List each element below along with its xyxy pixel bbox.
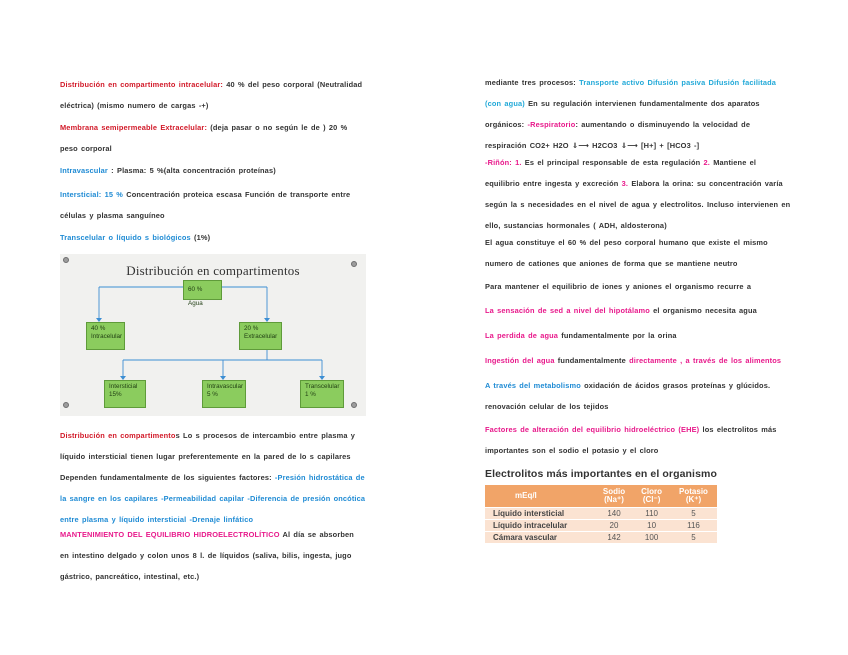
heading-intracelular: Distribución en compartimento intracelular: bbox=[60, 80, 224, 89]
text-metabolismo: oxidación de ácidos grasos proteínas y glúcidos. renovación celular de los tejidos bbox=[485, 381, 771, 411]
cell-potasio: 5 bbox=[670, 532, 717, 544]
heading-perdida: La perdida de agua bbox=[485, 331, 559, 340]
box-intravascular: Intravascular 5 % bbox=[202, 380, 246, 408]
table-row bbox=[485, 508, 717, 520]
row-label: Líquido intersticial bbox=[485, 508, 595, 520]
text-membrana: (deja pasar o no según le de ) 20 % peso corporal bbox=[60, 123, 348, 153]
heading-respiratorio: -Respiratorio bbox=[527, 120, 576, 129]
pin-icon bbox=[63, 402, 69, 408]
table-row bbox=[485, 520, 717, 532]
cell-potasio: 116 bbox=[670, 520, 717, 532]
electrolytes-table bbox=[485, 485, 717, 543]
text-sed: el organismo necesita agua bbox=[649, 306, 757, 315]
heading-intravascular: Intravascular bbox=[60, 166, 108, 175]
number-2: 2. bbox=[703, 158, 711, 167]
cell-sodio: 20 bbox=[595, 520, 633, 532]
heading-directamente: directamente , a través de los alimentos bbox=[629, 356, 782, 365]
paragraph-factores bbox=[485, 419, 791, 461]
heading-sed: La sensación de sed a nivel del hipotálamo bbox=[485, 306, 650, 315]
text-rinon-3: Elabora la orina: su concentración varía según la s necesidades en el nivel de agua y electrolitos. Incluso intervienen en ello, sustancias hormonales ( ADH, aldosterona) bbox=[485, 179, 791, 230]
paragraph-intersticial bbox=[60, 184, 366, 226]
paragraph-intravascular bbox=[60, 160, 366, 181]
paragraph-intracelular bbox=[60, 74, 366, 116]
paragraph-perdida bbox=[485, 325, 791, 346]
heading-factores: Factores de alteración del equilibrio hidroeléctrico (EHE) bbox=[485, 425, 700, 434]
text-transcelular: (1%) bbox=[190, 233, 211, 242]
heading-transcelular: Transcelular o líquido s biológicos bbox=[60, 233, 191, 242]
cell-potasio: 5 bbox=[670, 508, 717, 520]
table-header-row bbox=[485, 485, 717, 508]
paragraph-procesos bbox=[485, 72, 791, 156]
text-ingestion: fundamentalmente bbox=[554, 356, 630, 365]
box-extracelular: 20 % Extracelular bbox=[239, 322, 282, 350]
cell-cloro: 100 bbox=[633, 532, 670, 544]
procesos-list: Transporte activo Difusión pasiva Difusión facilitada (con agua) bbox=[485, 78, 777, 108]
text-mantenimiento: Al día se absorben en intestino delgado y colon unos 8 l. de líquidos (saliva, bilis, ingesta, jugo gástrico, pancreático, intestinal, etc.) bbox=[60, 530, 354, 581]
paragraph-metabolismo bbox=[485, 375, 791, 417]
header-potasio: Potasio (K⁺) bbox=[670, 485, 717, 508]
text-regulacion: En su regulación intervienen fundamentalmente dos aparatos orgánicos: bbox=[485, 99, 760, 129]
cell-cloro: 10 bbox=[633, 520, 670, 532]
paragraph-equilibrio: Para mantener el equilibrio de iones y aniones el organismo recurre a bbox=[485, 282, 752, 291]
paragraph-agua: El agua constituye el 60 % del peso corporal humano que existe el mismo numero de cationes que aniones de forma que se mantiene neutro bbox=[485, 238, 768, 268]
text-factores: los electrolitos más importantes son el sodio el potasio y el cloro bbox=[485, 425, 777, 455]
heading-membrana: Membrana semipermeable Extracelular: bbox=[60, 123, 208, 132]
header-cloro: Cloro (Cl⁻) bbox=[633, 485, 670, 508]
number-3: 3. bbox=[621, 179, 629, 188]
box-transcelular: Transcelular 1 % bbox=[300, 380, 344, 408]
text-intracelular: 40 % del peso corporal (Neutralidad eléctrica) (mismo numero de cargas -+) bbox=[60, 80, 363, 110]
pin-icon bbox=[351, 402, 357, 408]
cell-sodio: 142 bbox=[595, 532, 633, 544]
header-sodio: Sodio (Na⁺) bbox=[595, 485, 633, 508]
compartments-diagram bbox=[60, 254, 366, 416]
paragraph-ingestion bbox=[485, 350, 791, 371]
paragraph-mantenimiento bbox=[60, 524, 366, 587]
text-respiratorio: : aumentando o disminuyendo la velocidad de respiración CO2+ H2O ⇓⟶ H2CO3 ⇓⟶ [H+] + [HCO3 -] bbox=[485, 120, 751, 150]
text-procesos: mediante tres procesos: bbox=[485, 78, 580, 87]
row-label: Cámara vascular bbox=[485, 532, 595, 544]
factors-list: -Presión hidrostática de la sangre en los capilares -Permeabilidad capilar -Diferencia de presión oncótica entre plasma y líquido intersticial -Drenaje linfático bbox=[60, 473, 366, 524]
paragraph-transcelular bbox=[60, 227, 366, 248]
row-label: Líquido intracelular bbox=[485, 520, 595, 532]
text-rinon-1: Es el principal responsable de esta regulación bbox=[521, 158, 704, 167]
text-intravascular: : Plasma: 5 %(alta concentración proteínas) bbox=[107, 166, 276, 175]
table-title: Electrolitos más importantes en el organismo bbox=[485, 468, 717, 480]
text-rinon-2: Mantiene el equilibrio entre ingesta y excreción bbox=[485, 158, 757, 188]
text-perdida: fundamentalmente por la orina bbox=[558, 331, 677, 340]
paragraph-sed bbox=[485, 300, 791, 321]
heading-mantenimiento: MANTENIMIENTO DEL EQUILIBRIO HIDROELECTROLÍTICO bbox=[60, 530, 280, 539]
diagram-title: Distribución en compartimentos bbox=[126, 263, 300, 278]
header-meq: mEq/l bbox=[485, 485, 595, 508]
cell-sodio: 140 bbox=[595, 508, 633, 520]
electrolytes-table-image bbox=[485, 468, 717, 543]
heading-intersticial: Intersticial: 15 % bbox=[60, 190, 124, 199]
heading-compartimentos: Distribución en compartimento bbox=[60, 431, 176, 440]
heading-metabolismo: A través del metabolismo bbox=[485, 381, 581, 390]
text-compartimentos: s Lo s procesos de intercambio entre plasma y líquido intersticial tienen lugar preferentemente en la pared de lo s capilares Dependen fundamentalmente de los siguientes factores: bbox=[60, 431, 356, 482]
heading-rinon: -Riñón: 1. bbox=[485, 158, 522, 167]
paragraph-membrana bbox=[60, 117, 366, 159]
table-row bbox=[485, 532, 717, 544]
heading-ingestion: Ingestión del agua bbox=[485, 356, 555, 365]
paragraph-rinon bbox=[485, 152, 791, 236]
box-intersticial: Intersticial 15% bbox=[104, 380, 146, 408]
text-intersticial: Concentración proteica escasa Función de transporte entre células y plasma sanguíneo bbox=[60, 190, 351, 220]
box-agua: 60 % Agua bbox=[183, 280, 222, 300]
paragraph-compartimentos bbox=[60, 425, 366, 530]
cell-cloro: 110 bbox=[633, 508, 670, 520]
box-intracelular: 40 % Intracelular bbox=[86, 322, 125, 350]
